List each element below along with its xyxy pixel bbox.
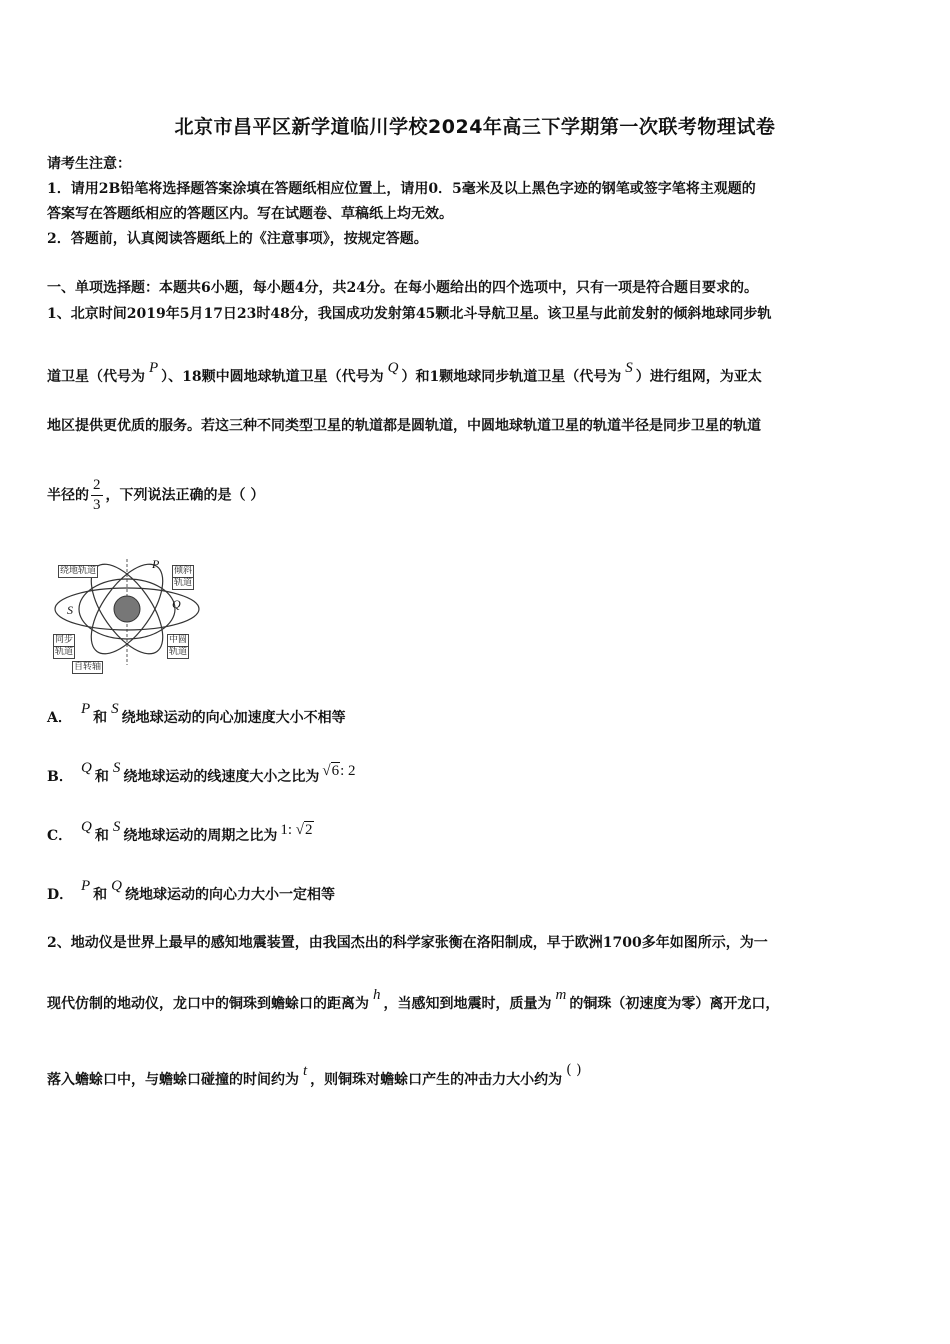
option-c-ratio: 1: √2 — [280, 822, 313, 838]
q1-line-4 — [47, 476, 264, 515]
option-c-var-1: Q — [81, 819, 92, 835]
option-d-letter: D． — [47, 887, 74, 903]
fraction-two-thirds — [91, 476, 103, 515]
q2-text-c: 的铜珠（初速度为零）离开龙口， — [569, 996, 780, 1012]
orbit-letter-s: S — [67, 603, 73, 617]
q2-line-1: 2、地动仪是世界上最早的感知地震装置，由我国杰出的科学家张衡在洛阳制成，早于欧洲1700多年如图所示，为一 — [47, 935, 768, 951]
option-d-and: 和 — [93, 887, 108, 903]
section-heading: 一、单项选择题：本题共6小题，每小题4分，共24分。在每小题给出的四个选项中，只有一项是符合题目要求的。 — [47, 280, 758, 296]
option-c-letter: C． — [47, 828, 73, 844]
q1-text-c: ）和1颗地球同步轨道卫星（代号为 — [401, 369, 622, 385]
fraction-numerator: 2 — [91, 476, 103, 496]
option-a — [47, 701, 346, 727]
option-b-and: 和 — [94, 769, 109, 785]
option-a-var-1: P — [81, 701, 91, 717]
option-b-var-1: Q — [81, 760, 92, 776]
option-a-and: 和 — [93, 710, 108, 726]
q1-text-f: ，下列说法正确的是（ ） — [105, 487, 265, 504]
q2-text-d: 落入蟾蜍口中，与蟾蜍口碰撞的时间约为 — [47, 1072, 299, 1088]
option-b-root: 6 — [331, 763, 340, 779]
orbit-letter-q: Q — [172, 597, 181, 611]
q1-line-1: 1、北京时间2019年5月17日23时48分，我国成功发射第45颗北斗导航卫星。该卫星与此前发射的倾斜地球同步轨 — [47, 306, 772, 322]
var-q: Q — [387, 360, 399, 376]
q2-answer-paren: ( ) — [566, 1062, 582, 1078]
option-c-head: 1: — [280, 822, 296, 838]
option-a-var-2: S — [111, 701, 119, 717]
var-p: P — [149, 360, 159, 376]
var-h: h — [373, 987, 381, 1003]
var-m: m — [555, 987, 567, 1003]
option-b-letter: B． — [47, 769, 73, 785]
option-b — [47, 760, 356, 786]
q2-line-2 — [47, 987, 780, 1013]
option-b-tail: : 2 — [340, 763, 356, 779]
q1-text-a: 道卫星（代号为 — [47, 369, 145, 385]
orbit-letter-p: P — [152, 557, 160, 571]
option-c-and: 和 — [94, 828, 109, 844]
option-c — [47, 819, 314, 845]
option-d-var-2: Q — [111, 878, 123, 894]
label-incline-1: 倾斜 — [174, 566, 193, 576]
label-earth-orbit: 绕地轨道 — [60, 566, 97, 576]
orbit-diagram — [50, 557, 202, 677]
page-title: 北京市昌平区新学道临川学校2024年高三下学期第一次联考物理试卷 — [174, 116, 776, 138]
option-b-var-2: S — [112, 760, 121, 776]
option-b-text: 绕地球运动的线速度大小之比为 — [123, 769, 320, 785]
label-sync-1: 同步 — [55, 635, 74, 645]
notice-line-3: 2．答题前，认真阅读答题纸上的《注意事项》，按规定答题。 — [47, 231, 428, 247]
label-sync-2: 轨道 — [55, 647, 74, 657]
label-mid-2: 轨道 — [169, 647, 188, 657]
option-c-root: 2 — [305, 822, 313, 838]
var-s: S — [625, 360, 633, 376]
fraction-denominator: 3 — [93, 497, 101, 513]
option-c-var-2: S — [112, 819, 121, 835]
q2-text-b: ，当感知到地震时，质量为 — [383, 996, 552, 1012]
q2-line-3 — [47, 1062, 582, 1089]
q2-text-a: 现代仿制的地动仪，龙口中的铜珠到蟾蜍口的距离为 — [47, 996, 369, 1012]
earth-icon — [114, 596, 140, 622]
label-axis: 自转轴 — [74, 662, 102, 672]
q2-text-e: ，则铜珠对蟾蜍口产生的冲击力大小约为 — [310, 1072, 563, 1088]
option-c-text: 绕地球运动的周期之比为 — [123, 828, 278, 844]
label-incline-2: 轨道 — [174, 578, 193, 588]
option-a-text: 绕地球运动的向心加速度大小不相等 — [121, 710, 346, 726]
q1-text-b: ）、18颗中圆地球轨道卫星（代号为 — [161, 369, 384, 385]
option-b-ratio: √6: 2 — [322, 763, 356, 779]
notice-heading: 请考生注意： — [47, 156, 131, 172]
q1-line-3: 地区提供更优质的服务。若这三种不同类型卫星的轨道都是圆轨道，中圆地球轨道卫星的轨道半径是同步卫星的轨道 — [47, 418, 761, 434]
option-d-var-1: P — [81, 878, 91, 894]
notice-line-2: 答案写在答题纸相应的答题区内。写在试题卷、草稿纸上均无效。 — [47, 206, 453, 222]
var-t: t — [303, 1063, 308, 1079]
q1-text-d: ）进行组网，为亚太 — [635, 369, 762, 385]
notice-line-1: 1．请用2B铅笔将选择题答案涂填在答题纸相应位置上，请用0．5毫米及以上黑色字迹的钢笔或签字笔将主观题的 — [47, 181, 756, 197]
q1-text-e: 半径的 — [47, 487, 89, 504]
option-d — [47, 878, 336, 904]
option-d-text: 绕地球运动的向心力大小一定相等 — [125, 887, 336, 903]
option-a-letter: A． — [47, 710, 72, 726]
label-mid-1: 中圆 — [169, 635, 188, 645]
q1-line-2 — [47, 360, 762, 386]
